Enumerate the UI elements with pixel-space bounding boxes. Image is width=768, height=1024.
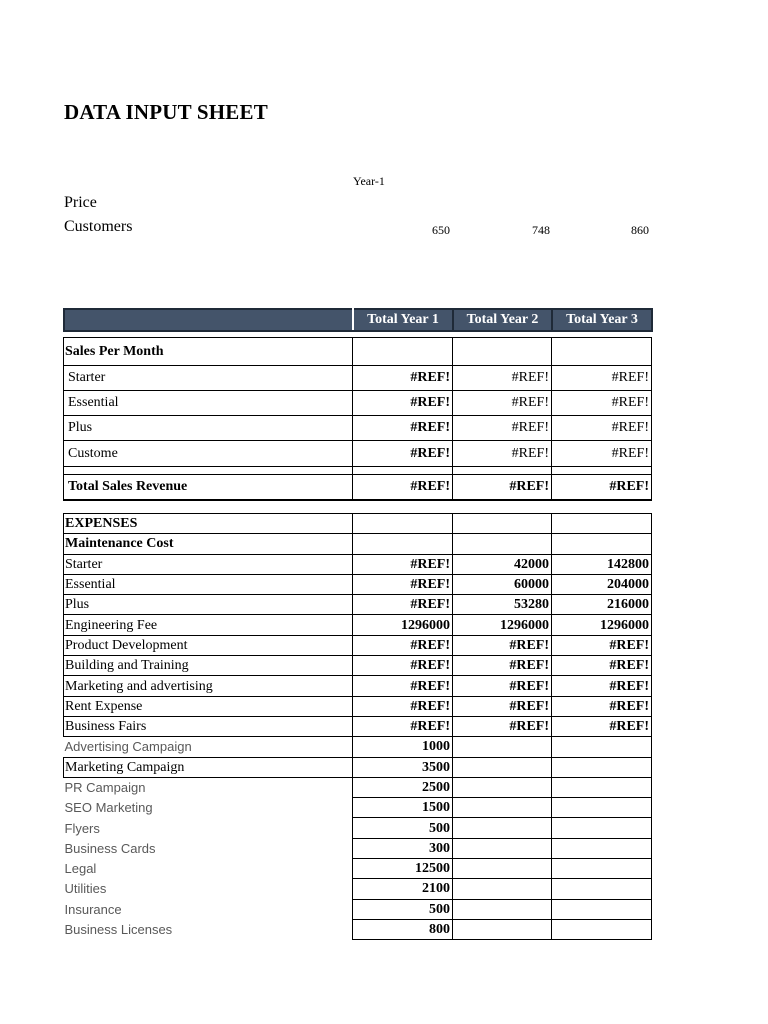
empty-cell[interactable] xyxy=(453,737,552,757)
expenses-table xyxy=(63,513,652,940)
expense-row-label: Legal xyxy=(64,861,97,877)
expense-row-label: Building and Training xyxy=(64,656,353,676)
total-sales-y2[interactable]: #REF! xyxy=(453,475,552,500)
totals-header xyxy=(63,308,653,332)
expense-cell-y1[interactable]: #REF! xyxy=(353,554,453,574)
sales-row-label: Essential xyxy=(64,391,353,416)
expense-cell-y1[interactable]: #REF! xyxy=(353,635,453,655)
expense-row-label: Marketing and advertising xyxy=(64,676,353,696)
empty-cell[interactable] xyxy=(552,757,652,777)
empty-cell[interactable] xyxy=(453,514,552,534)
empty-cell[interactable] xyxy=(552,899,652,919)
table-row xyxy=(64,676,652,696)
expense-cell-y3[interactable]: #REF! xyxy=(552,656,652,676)
sales-cell-y3[interactable]: #REF! xyxy=(552,391,652,416)
table-row xyxy=(64,696,652,716)
expense-cell-y3[interactable]: 204000 xyxy=(552,574,652,594)
table-row xyxy=(64,716,652,736)
empty-cell[interactable] xyxy=(552,879,652,899)
table-row xyxy=(64,919,652,939)
expense-cell-y3[interactable]: #REF! xyxy=(552,635,652,655)
expense-cell-y3[interactable]: 1296000 xyxy=(552,615,652,635)
expense-cell-y1[interactable]: 1000 xyxy=(353,737,453,757)
spacer-cell xyxy=(552,467,652,475)
expense-row-label: Advertising Campaign xyxy=(64,739,192,755)
table-row xyxy=(64,554,652,574)
page-title: DATA INPUT SHEET xyxy=(64,100,268,124)
customers-year-1: 650 xyxy=(432,223,450,237)
header-total-year-1[interactable]: Total Year 1 xyxy=(353,309,453,331)
customers-year-2: 748 xyxy=(532,223,550,237)
expense-cell-y1[interactable]: 500 xyxy=(353,818,453,838)
spacer-cell xyxy=(353,467,453,475)
expense-cell-y1[interactable]: 3500 xyxy=(353,757,453,777)
customers-year-3: 860 xyxy=(631,223,649,237)
expense-cell-y1[interactable]: #REF! xyxy=(353,716,453,736)
expense-row-label: Marketing Campaign xyxy=(64,757,353,777)
table-row xyxy=(64,441,652,467)
expense-row-label: Insurance xyxy=(64,901,122,917)
sales-cell-y3[interactable]: #REF! xyxy=(552,416,652,441)
sales-cell-y2[interactable]: #REF! xyxy=(453,366,552,391)
price-label: Price xyxy=(64,194,97,211)
expense-cell-y3[interactable]: 216000 xyxy=(552,595,652,615)
expense-row-label: Business Cards xyxy=(64,840,156,856)
empty-cell[interactable] xyxy=(353,534,453,554)
table-row xyxy=(64,777,652,797)
table-row xyxy=(64,595,652,615)
expense-cell-y2[interactable]: #REF! xyxy=(453,676,552,696)
sales-cell-y1[interactable]: #REF! xyxy=(353,366,453,391)
expense-cell-y2[interactable]: #REF! xyxy=(453,635,552,655)
table-row xyxy=(64,859,652,879)
sales-cell-y3[interactable]: #REF! xyxy=(552,441,652,467)
table-row xyxy=(64,615,652,635)
empty-cell[interactable] xyxy=(453,777,552,797)
empty-cell[interactable] xyxy=(453,838,552,858)
expense-row-label: Plus xyxy=(64,595,353,615)
sales-cell-y2[interactable]: #REF! xyxy=(453,391,552,416)
expense-cell-y3[interactable]: #REF! xyxy=(552,716,652,736)
expense-cell-y2[interactable]: 42000 xyxy=(453,554,552,574)
expense-cell-y1[interactable]: #REF! xyxy=(353,676,453,696)
empty-cell[interactable] xyxy=(552,859,652,879)
expense-cell-y3[interactable]: 142800 xyxy=(552,554,652,574)
sales-row-label: Custome xyxy=(64,441,353,467)
spacer-cell xyxy=(64,467,353,475)
empty-cell[interactable] xyxy=(552,919,652,939)
table-row xyxy=(64,391,652,416)
maintenance-cost-title: Maintenance Cost xyxy=(64,534,353,554)
header-total-year-3[interactable]: Total Year 3 xyxy=(552,309,652,331)
sales-row-label: Starter xyxy=(64,366,353,391)
sales-cell-y1[interactable]: #REF! xyxy=(353,416,453,441)
expense-cell-y3[interactable]: #REF! xyxy=(552,696,652,716)
empty-cell[interactable] xyxy=(552,534,652,554)
expense-cell-y1[interactable]: 2100 xyxy=(353,879,453,899)
expense-cell-y2[interactable]: #REF! xyxy=(453,696,552,716)
total-row xyxy=(64,475,652,500)
table-row xyxy=(64,635,652,655)
empty-cell[interactable] xyxy=(453,859,552,879)
sales-section-title: Sales Per Month xyxy=(64,338,353,366)
table-row xyxy=(64,366,652,391)
sales-title-cell[interactable] xyxy=(552,338,652,366)
header-blank-cell xyxy=(64,309,353,331)
empty-cell[interactable] xyxy=(552,798,652,818)
expense-cell-y2[interactable]: 53280 xyxy=(453,595,552,615)
expense-cell-y1[interactable]: 1296000 xyxy=(353,615,453,635)
expense-cell-y1[interactable]: 800 xyxy=(353,919,453,939)
expense-cell-y2[interactable]: #REF! xyxy=(453,716,552,736)
expense-cell-y1[interactable]: 300 xyxy=(353,838,453,858)
empty-cell[interactable] xyxy=(453,899,552,919)
table-row xyxy=(64,899,652,919)
empty-cell[interactable] xyxy=(552,737,652,757)
table-row xyxy=(64,818,652,838)
expense-cell-y2[interactable]: 60000 xyxy=(453,574,552,594)
sales-cell-y1[interactable]: #REF! xyxy=(353,441,453,467)
empty-cell[interactable] xyxy=(453,818,552,838)
expense-cell-y1[interactable]: #REF! xyxy=(353,696,453,716)
empty-cell[interactable] xyxy=(552,777,652,797)
expense-cell-y2[interactable]: #REF! xyxy=(453,656,552,676)
expense-row-label: Business Fairs xyxy=(64,716,353,736)
spacer-row xyxy=(64,467,652,475)
empty-cell[interactable] xyxy=(453,757,552,777)
table-row xyxy=(64,574,652,594)
expense-cell-y1[interactable]: #REF! xyxy=(353,574,453,594)
sales-title-cell[interactable] xyxy=(353,338,453,366)
expense-row-label: Flyers xyxy=(64,820,100,836)
table-row xyxy=(64,798,652,818)
customers-label: Customers xyxy=(64,218,133,235)
table-row xyxy=(64,879,652,899)
expense-cell-y1[interactable]: 2500 xyxy=(353,777,453,797)
sales-cell-y3[interactable]: #REF! xyxy=(552,366,652,391)
expense-cell-y1[interactable]: 500 xyxy=(353,899,453,919)
total-sales-label: Total Sales Revenue xyxy=(64,475,353,500)
expense-row-label: Starter xyxy=(64,554,353,574)
sales-title-cell[interactable] xyxy=(453,338,552,366)
expense-cell-y1[interactable]: #REF! xyxy=(353,595,453,615)
expense-row-label: Business Licenses xyxy=(64,922,173,938)
empty-cell[interactable] xyxy=(552,838,652,858)
header-total-year-2[interactable]: Total Year 2 xyxy=(453,309,552,331)
table-row xyxy=(64,757,652,777)
expense-row-label: Rent Expense xyxy=(64,696,353,716)
sales-table xyxy=(63,337,652,501)
table-row xyxy=(64,656,652,676)
expense-row-label: SEO Marketing xyxy=(64,800,153,816)
expense-cell-y1[interactable]: #REF! xyxy=(353,656,453,676)
expense-row-label: Product Development xyxy=(64,635,353,655)
sales-row-label: Plus xyxy=(64,416,353,441)
empty-cell[interactable] xyxy=(353,514,453,534)
expense-row-label: Utilities xyxy=(64,881,107,897)
empty-cell[interactable] xyxy=(453,919,552,939)
expense-row-label: Essential xyxy=(64,574,353,594)
total-sales-y1[interactable]: #REF! xyxy=(353,475,453,500)
empty-cell[interactable] xyxy=(552,514,652,534)
sales-cell-y1[interactable]: #REF! xyxy=(353,391,453,416)
sales-cell-y2[interactable]: #REF! xyxy=(453,416,552,441)
spacer-cell xyxy=(453,467,552,475)
table-row xyxy=(64,737,652,757)
empty-cell[interactable] xyxy=(453,534,552,554)
sales-cell-y2[interactable]: #REF! xyxy=(453,441,552,467)
expense-cell-y3[interactable]: #REF! xyxy=(552,676,652,696)
empty-cell[interactable] xyxy=(453,798,552,818)
table-row xyxy=(64,416,652,441)
table-row xyxy=(64,838,652,858)
year-label: Year-1 xyxy=(353,174,385,188)
expense-cell-y1[interactable]: 1500 xyxy=(353,798,453,818)
expense-cell-y2[interactable]: 1296000 xyxy=(453,615,552,635)
empty-cell[interactable] xyxy=(552,818,652,838)
expense-row-label: Engineering Fee xyxy=(64,615,353,635)
total-sales-y3[interactable]: #REF! xyxy=(552,475,652,500)
expense-cell-y1[interactable]: 12500 xyxy=(353,859,453,879)
empty-cell[interactable] xyxy=(453,879,552,899)
expenses-section-title: EXPENSES xyxy=(64,514,353,534)
expense-row-label: PR Campaign xyxy=(64,780,146,796)
